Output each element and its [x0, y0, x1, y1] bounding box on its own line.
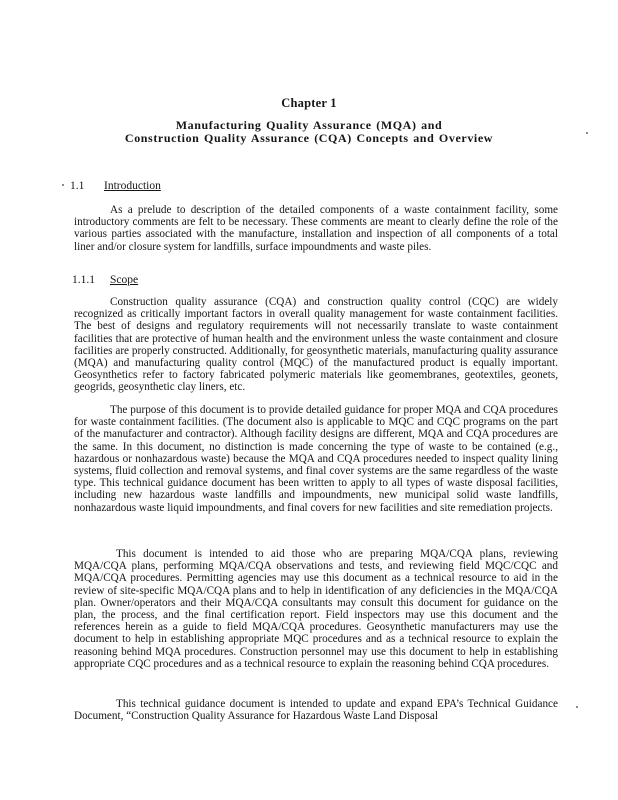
chapter-title-line-2: Construction Quality Assurance (CQA) Concepts and Overview — [124, 131, 494, 145]
paragraph-text: The purpose of this document is to provide detailed guidance for proper MQA and CQA procedures for waste containment facilities. (The document also is applicable to MQC and CQC programs on the part of the manufacturer and contractor). Although facility designs are different, MQA and CQA procedures are the same. In this document, no distinction is made concerning the type of waste to be contained (e.g., hazardous or nonhazardous waste) because the MQA and CQA procedures needed to inspect quality lining systems, fluid collection and removal systems, and final cover systems are the same regardless of the waste type. This technical guidance document has been written to apply to all types of waste disposal facilities, including new hazardous waste landfills and impoundments, new municipal solid waste landfills, nonhazardous waste liquid impoundments, and final covers for new facilities and site remediation projects. — [74, 404, 558, 514]
section-title: Introduction — [104, 180, 161, 192]
section-heading-introduction — [70, 180, 161, 192]
paragraph-text: Construction quality assurance (CQA) and construction quality control (CQC) are widely recognized as critically important factors in overall quality management for waste containment facilities. The best of designs and regulatory requirements will not necessarily translate to waste containment facilities that are protective of human health and the environment unless the waste containment and closure facilities are properly constructed. Additionally, for geosynthetic materials, manufacturing quality assurance (MQA) and manufacturing quality control (MQC) of the manufactured product is equally important. Geosynthetics refer to factory fabricated polymeric materials like geomembranes, geotextiles, geonets, geogrids, geosynthetic clay liners, etc. — [74, 296, 558, 394]
paragraph-scope-3 — [74, 548, 558, 670]
scan-speck — [576, 706, 578, 708]
scan-speck — [586, 132, 588, 134]
paragraph-text: This technical guidance document is intended to update and expand EPA’s Technical Guidance Document, “Construction Quality Assurance for Hazardous Waste Land Disposal — [74, 698, 558, 723]
chapter-label: Chapter 1 — [281, 96, 337, 110]
section-number: 1.1.1 — [72, 274, 95, 286]
section-heading-scope — [72, 274, 138, 286]
paragraph-scope-2 — [74, 404, 558, 514]
paragraph-text: As a prelude to description of the detailed components of a waste containment facility, some introductory comments are felt to be necessary. These comments are meant to clearly define the role of the various parties associated with the manufacture, installation and inspection of all components of a total liner and/or closure system for landfills, surface impoundments and waste piles. — [74, 204, 558, 253]
paragraph-scope-1 — [74, 296, 558, 394]
paragraph-text: This document is intended to aid those who are preparing MQA/CQA plans, reviewing MQA/CQA plans, performing MQA/CQA observations and tests, and reviewing field MQC/CQC and MQA/CQA procedures. Permitting agencies may use this document as a technical resource to aid in the review of site-specific MQA/CQA plans and to help in identification of any deficiencies in the MQA/CQA plan. Owner/operators and their MQA/CQA consultants may consult this document for guidance on the plan, the process, and the final certification report. Field inspectors may use this document and the references herein as a guide to field MQA/CQA procedures. Geosynthetic manufacturers may use the document to help in establishing appropriate MQC procedures and as a technical resource to explain the reasoning behind MQA procedures. Construction personnel may use this document to help in establishing appropriate CQC procedures and as a technical resource to explain the reasoning behind CQA procedures. — [74, 548, 558, 670]
section-number: 1.1 — [70, 180, 85, 192]
chapter-title-line-1: Manufacturing Quality Assurance (MQA) and — [175, 118, 443, 132]
scan-speck — [62, 184, 64, 186]
paragraph-scope-4 — [74, 698, 558, 722]
paragraph-introduction — [74, 204, 558, 253]
section-title: Scope — [110, 274, 139, 286]
